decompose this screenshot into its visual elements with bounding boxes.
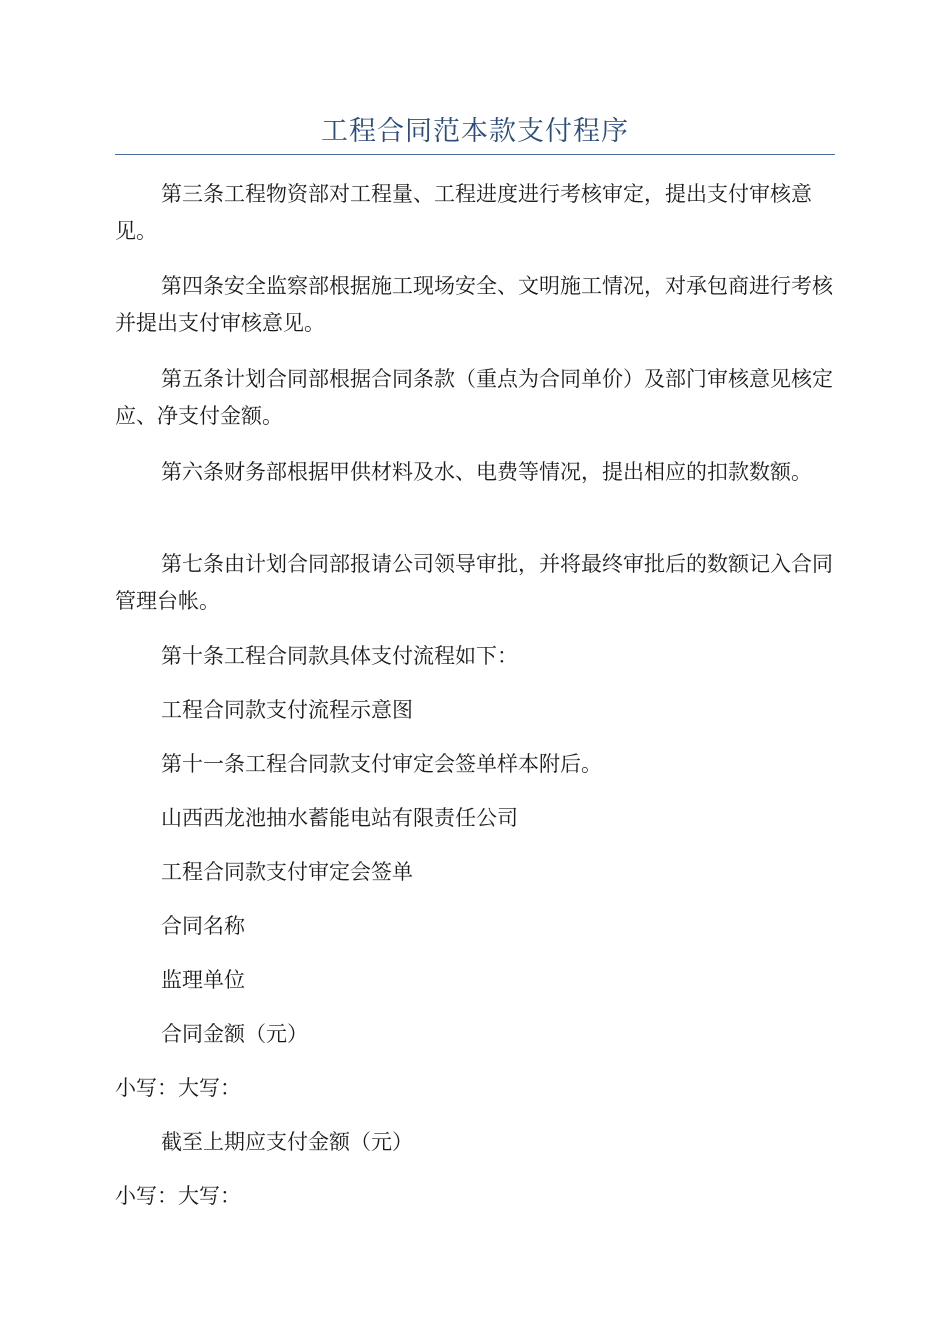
title-divider bbox=[115, 154, 835, 155]
line-contract-amount: 合同金额（元） bbox=[161, 1022, 308, 1046]
line-previous-payable: 截至上期应支付金额（元） bbox=[161, 1130, 413, 1154]
paragraph-article-3: 第三条工程物资部对工程量、工程进度进行考核审定，提出支付审核意见。 bbox=[115, 182, 812, 243]
paragraph-article-6: 第六条财务部根据甲供材料及水、电费等情况，提出相应的扣款数额。 bbox=[161, 460, 812, 484]
line-supervision-unit: 监理单位 bbox=[161, 968, 245, 992]
paragraph-article-4: 第四条安全监察部根据施工现场安全、文明施工情况，对承包商进行考核并提出支付审核意见。 bbox=[115, 274, 833, 335]
paragraph-article-7: 第七条由计划合同部报请公司领导审批，并将最终审批后的数额记入合同管理台帐。 bbox=[115, 552, 833, 613]
line-contract-name: 合同名称 bbox=[161, 914, 245, 938]
line-article-10: 第十条工程合同款具体支付流程如下： bbox=[161, 644, 518, 668]
line-amount-words-2: 小写：大写： bbox=[115, 1184, 241, 1208]
line-form-title: 工程合同款支付审定会签单 bbox=[161, 860, 413, 884]
line-article-11: 第十一条工程合同款支付审定会签单样本附后。 bbox=[161, 752, 602, 776]
document-title: 工程合同范本款支付程序 bbox=[321, 116, 629, 147]
line-amount-words-1: 小写：大写： bbox=[115, 1076, 241, 1100]
line-flowchart-caption: 工程合同款支付流程示意图 bbox=[161, 698, 413, 722]
line-company-name: 山西西龙池抽水蓄能电站有限责任公司 bbox=[161, 806, 518, 830]
paragraph-article-5: 第五条计划合同部根据合同条款（重点为合同单价）及部门审核意见核定应、净支付金额。 bbox=[115, 367, 833, 428]
